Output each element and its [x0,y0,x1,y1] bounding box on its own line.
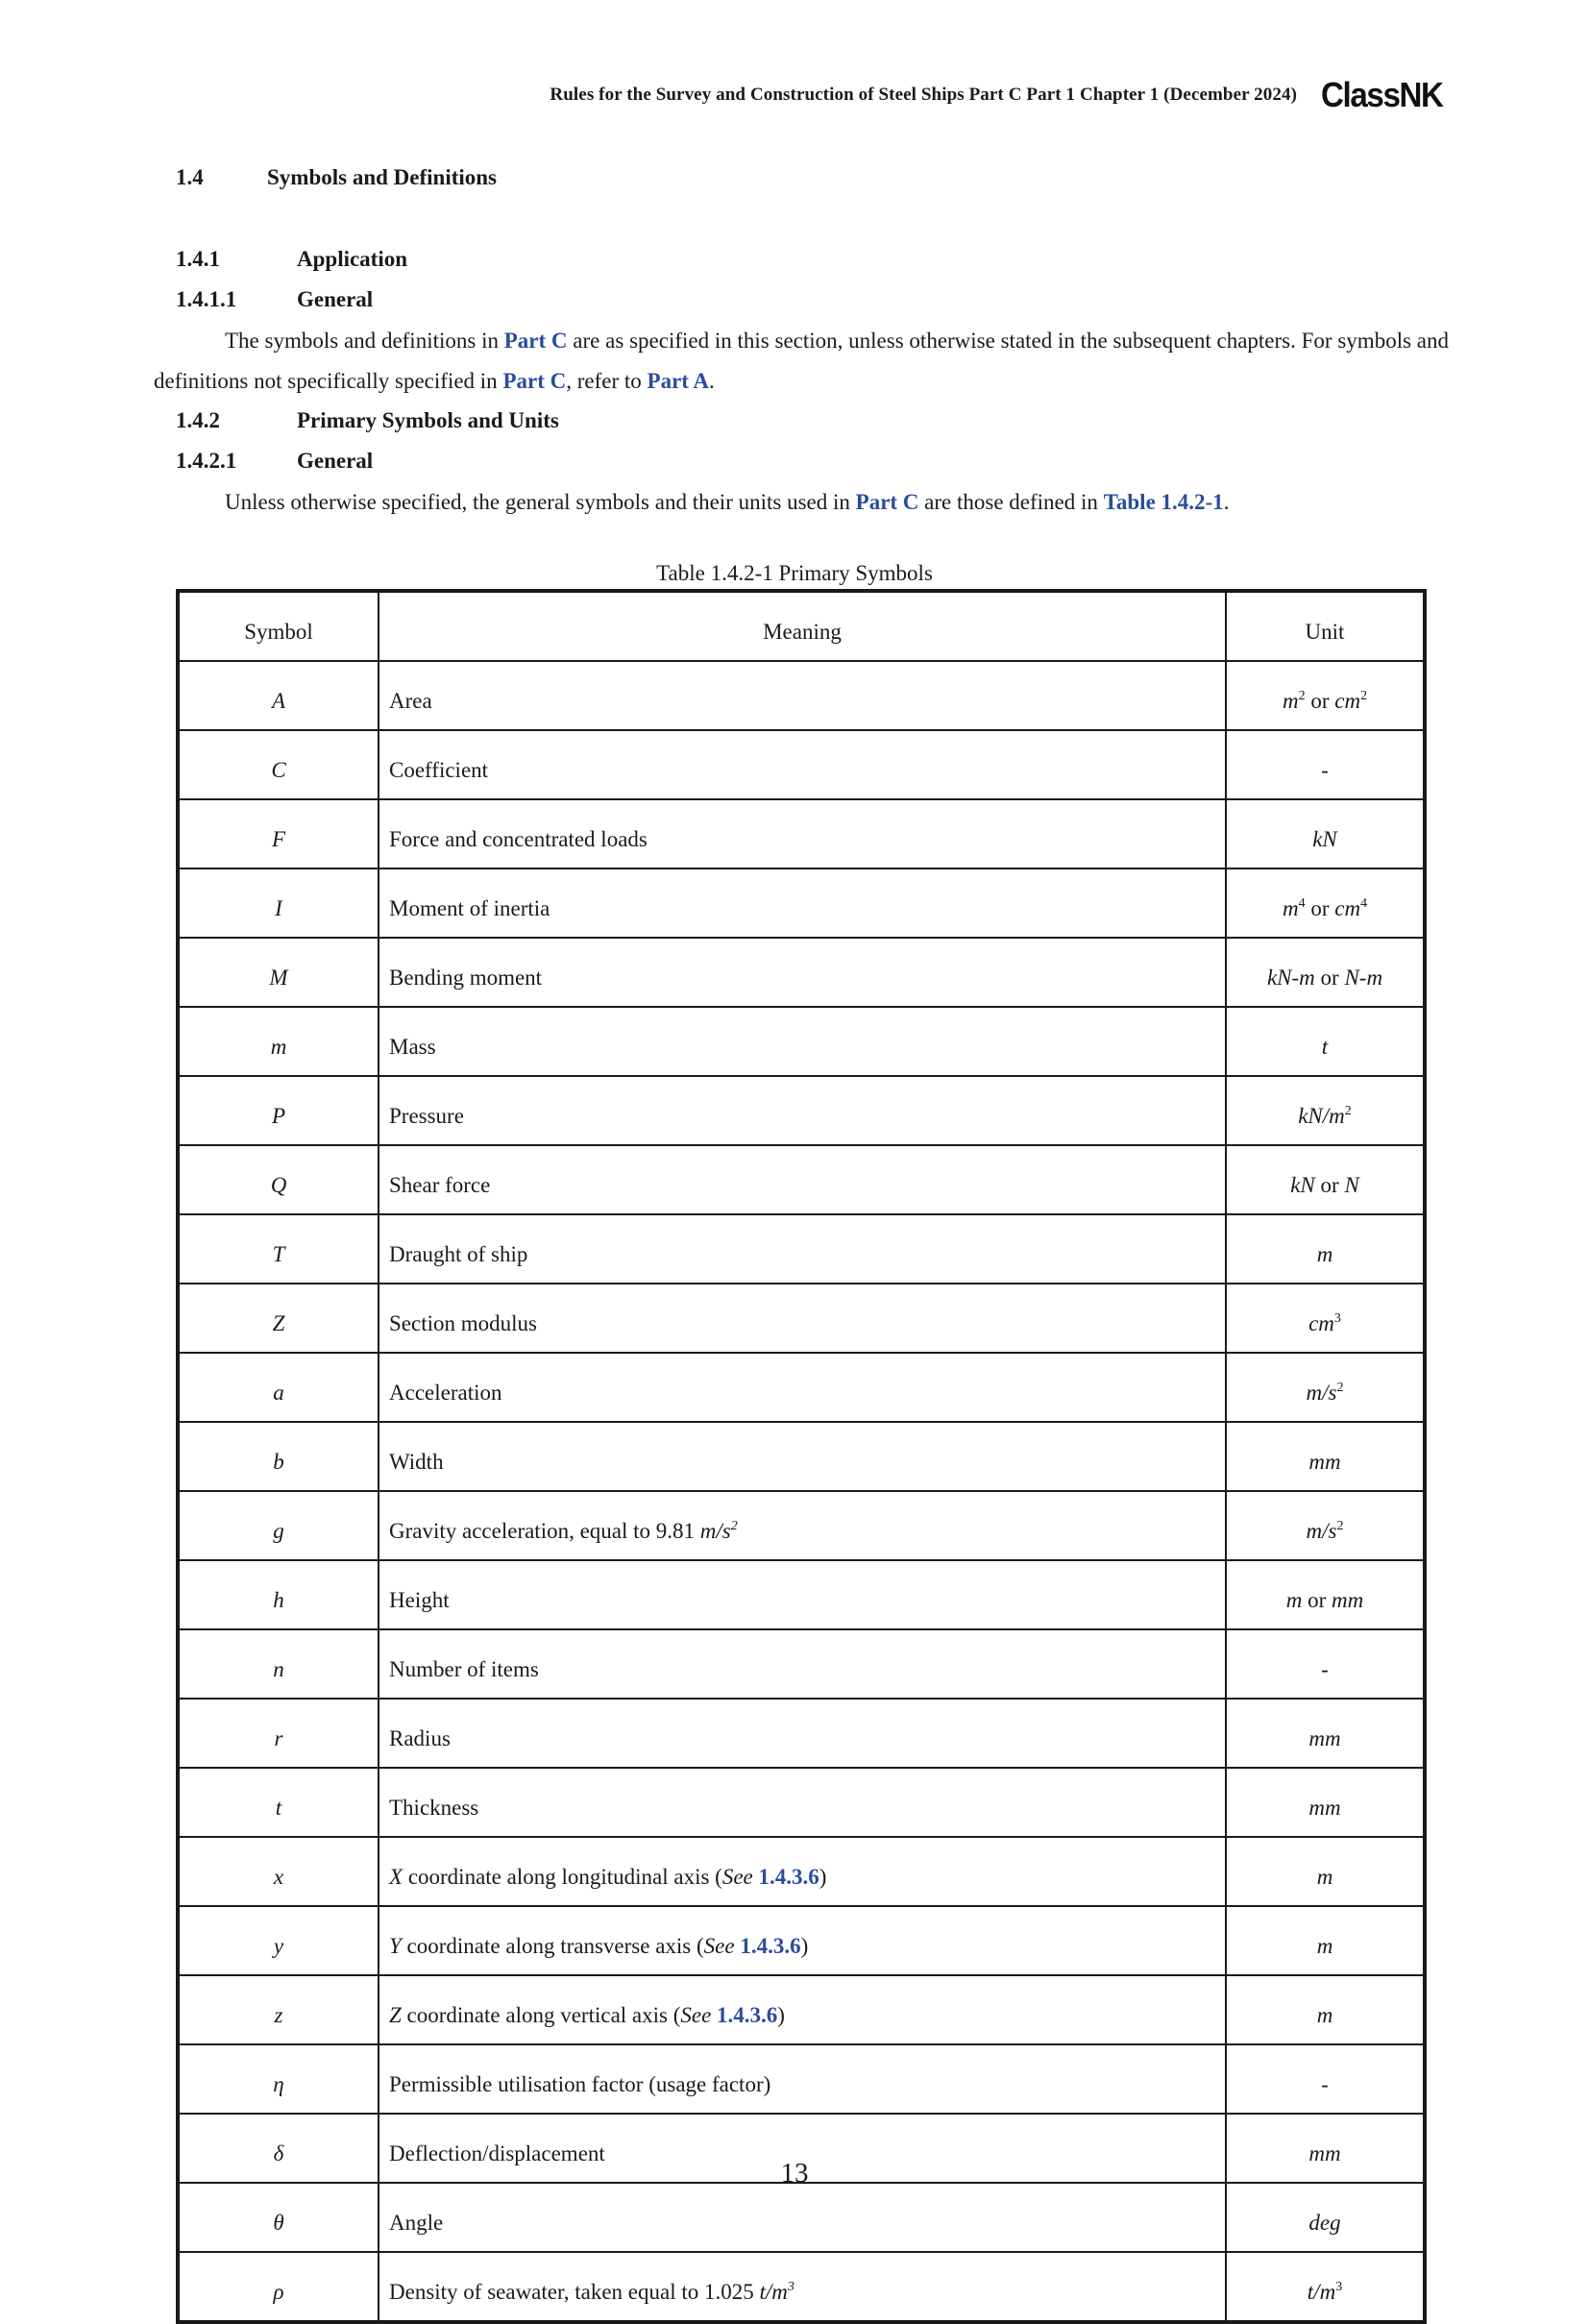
unit-cell [1226,2252,1425,2322]
unit-or: or [1305,896,1335,920]
symbol-cell: C [178,730,379,799]
meaning-text: Angle [389,2211,444,2235]
meaning-cell [379,1007,1226,1076]
meaning-text: coordinate along longitudinal axis ( [403,1865,722,1889]
unit-exponent: 2 [1344,1104,1352,1118]
meaning-text: Force and concentrated loads [389,827,648,851]
unit-cell [1226,1975,1425,2044]
paragraph-primary-symbols [225,482,1445,523]
meaning-text: Number of items [389,1657,539,1681]
unit-cell [1226,1214,1425,1284]
unit-exponent: 2 [1336,1519,1344,1533]
para-text: , refer to [566,369,648,393]
table-row [178,1145,1425,1214]
symbol-cell: y [178,1906,379,1975]
para-text: are those defined in [918,490,1104,514]
meaning-cell [379,1284,1226,1353]
meaning-cell [379,1906,1226,1975]
unit-cell [1226,1353,1425,1422]
para-text: Unless otherwise specified, the general symbols and their units used in [225,490,856,514]
unit-text: kN [1290,1173,1315,1197]
unit-cell [1226,730,1425,799]
unit-cell [1226,2183,1425,2252]
table-row [178,868,1425,938]
unit-cell [1226,1076,1425,1145]
header-meaning: Meaning [379,591,1226,661]
unit-or: or [1302,1588,1332,1612]
table-row [178,1353,1425,1422]
link-part-c[interactable]: Part C [503,329,568,353]
table-row [178,1837,1425,1906]
meaning-cell [379,1076,1226,1145]
classnk-logo: ClassNK [1321,75,1443,114]
unit-exponent: 2 [1360,689,1368,703]
symbol-cell: r [178,1699,379,1768]
subsection-title: Application [297,247,408,271]
meaning-text: Shear force [389,1173,491,1197]
meaning-axis: Y [389,1934,402,1958]
subsubsection-number: 1.4.2.1 [176,449,237,473]
table-row [178,938,1425,1007]
unit-text: mm [1332,1588,1364,1612]
para-text: . [709,369,715,393]
unit-text: t/m [1307,2280,1336,2304]
table-row [178,661,1425,730]
table-row [178,1629,1425,1699]
subsection-title: Primary Symbols and Units [297,408,559,432]
unit-cell [1226,799,1425,868]
unit-cell [1226,1145,1425,1214]
meaning-cell [379,730,1226,799]
subsubsection-title: General [297,449,374,473]
symbol-cell: A [178,661,379,730]
meaning-end: ) [777,2003,785,2027]
meaning-text: Mass [389,1035,436,1059]
symbol-cell: I [178,868,379,938]
unit-text: t [1321,1035,1329,1059]
meaning-cell [379,1560,1226,1629]
meaning-cell [379,661,1226,730]
unit-text: mm [1308,1726,1341,1750]
symbol-cell: g [178,1491,379,1560]
page-header [144,75,1443,113]
meaning-cell [379,1629,1226,1699]
symbol-cell: M [178,938,379,1007]
unit-text: deg [1308,2211,1341,2235]
symbol-cell: Z [178,1284,379,1353]
unit-cell [1226,868,1425,938]
meaning-text: Gravity acceleration, equal to 9.81 [389,1519,700,1543]
symbol-cell: δ [178,2114,379,2183]
unit-cell [1226,661,1425,730]
meaning-cell [379,938,1226,1007]
unit-cell [1226,1422,1425,1491]
unit-text: m [1316,2003,1333,2027]
unit-text: cm [1334,689,1361,713]
header-unit: Unit [1226,591,1425,661]
link-1-4-3-6[interactable]: 1.4.3.6 [758,1865,819,1889]
symbol-cell: F [178,799,379,868]
table-row [178,1975,1425,2044]
table-row [178,1906,1425,1975]
unit-text: m [1316,1242,1333,1266]
meaning-exponent: 3 [787,2280,794,2294]
unit-cell [1226,1491,1425,1560]
meaning-see: See [721,1865,753,1889]
unit-text: mm [1308,2141,1341,2165]
unit-text: m [1316,1934,1333,1958]
unit-text: mm [1308,1450,1341,1474]
unit-exponent: 4 [1298,896,1306,911]
link-part-a[interactable]: Part A [647,369,710,393]
unit-text: kN-m [1266,966,1315,990]
symbol-cell: b [178,1422,379,1491]
meaning-unit: m/s [699,1519,731,1543]
section-heading [176,165,497,190]
symbol-cell: m [178,1007,379,1076]
unit-text: cm [1334,896,1361,920]
unit-text: - [1321,2072,1329,2096]
subsection-heading-application [176,247,407,272]
unit-or: or [1314,966,1345,990]
unit-text: m [1285,1588,1303,1612]
para-text: The symbols and definitions in [225,329,504,353]
unit-text: m [1282,896,1299,920]
unit-exponent: 3 [1333,1311,1341,1326]
meaning-cell [379,1975,1226,2044]
unit-text: m [1316,1865,1333,1889]
meaning-axis: X [389,1865,403,1889]
meaning-text: Coefficient [389,758,489,782]
page-number: 13 [780,2158,809,2189]
meaning-cell [379,1422,1226,1491]
unit-text: cm [1308,1311,1334,1335]
unit-cell [1226,2044,1425,2114]
table-row [178,1491,1425,1560]
meaning-cell [379,2252,1226,2322]
meaning-cell [379,1145,1226,1214]
para-text: . [1223,490,1230,514]
table-row [178,1560,1425,1629]
meaning-cell [379,2183,1226,2252]
table-row [178,799,1425,868]
subsection-number: 1.4.1 [176,247,220,271]
paragraph-application [154,321,1449,402]
unit-cell [1226,938,1425,1007]
meaning-cell [379,2044,1226,2114]
meaning-text: Section modulus [389,1311,537,1335]
unit-or: or [1314,1173,1345,1197]
subsection-number: 1.4.2 [176,408,220,432]
unit-text: kN/m [1298,1104,1345,1128]
unit-text: m/s [1306,1519,1337,1543]
meaning-text: Moment of inertia [389,896,550,920]
table-row [178,1699,1425,1768]
unit-exponent: 2 [1336,1381,1344,1395]
meaning-see: See [703,1934,735,1958]
unit-text: m [1282,689,1299,713]
section-title: Symbols and Definitions [267,165,498,189]
unit-cell [1226,1906,1425,1975]
symbol-cell: T [178,1214,379,1284]
table-row [178,730,1425,799]
symbol-cell: ρ [178,2252,379,2322]
unit-text: - [1321,1657,1329,1681]
link-1-4-3-6[interactable]: 1.4.3.6 [740,1934,801,1958]
meaning-text: Thickness [389,1796,479,1820]
meaning-text: Radius [389,1726,451,1750]
meaning-text: coordinate along transverse axis ( [401,1934,704,1958]
meaning-text: Deflection/displacement [389,2141,605,2165]
symbol-cell: θ [178,2183,379,2252]
table-row [178,2183,1425,2252]
meaning-text: Width [389,1450,444,1474]
meaning-text: Pressure [389,1104,464,1128]
meaning-end: ) [819,1865,827,1889]
table-row [178,1007,1425,1076]
unit-text: N [1344,1173,1359,1197]
meaning-see: See [680,2003,712,2027]
unit-cell [1226,1560,1425,1629]
meaning-unit: t/m [759,2280,788,2304]
subsubsection-title: General [297,287,374,311]
symbol-cell: t [178,1768,379,1837]
unit-exponent: 2 [1298,689,1306,703]
meaning-cell [379,868,1226,938]
unit-cell [1226,1284,1425,1353]
table-row [178,2252,1425,2322]
symbol-cell: η [178,2044,379,2114]
symbol-cell: P [178,1076,379,1145]
symbol-cell: a [178,1353,379,1422]
unit-text: mm [1308,1796,1341,1820]
meaning-cell [379,799,1226,868]
link-part-c[interactable]: Part C [855,490,919,514]
unit-cell [1226,1837,1425,1906]
meaning-text: Bending moment [389,966,543,990]
meaning-cell [379,1491,1226,1560]
unit-cell [1226,1699,1425,1768]
header-title: Rules for the Survey and Construction of Steel Ships Part C Part 1 Chapter 1 (December 2024) [550,85,1297,105]
subsubsection-heading-general-1 [176,287,373,312]
meaning-exponent: 2 [730,1519,738,1533]
subsection-heading-primary-symbols [176,408,559,433]
link-table-1-4-2-1[interactable]: Table 1.4.2-1 [1103,490,1224,514]
table-row [178,2044,1425,2114]
unit-text: m/s [1306,1381,1337,1405]
link-part-c[interactable]: Part C [502,369,567,393]
unit-text: kN [1312,827,1337,851]
meaning-text: coordinate along vertical axis ( [401,2003,681,2027]
unit-exponent: 3 [1335,2280,1343,2294]
meaning-text: Acceleration [389,1381,502,1405]
link-1-4-3-6[interactable]: 1.4.3.6 [717,2003,778,2027]
unit-cell [1226,1629,1425,1699]
meaning-text: Permissible utilisation factor (usage factor) [389,2072,771,2096]
unit-cell [1226,1768,1425,1837]
meaning-text: Area [389,689,432,713]
meaning-text: Height [389,1588,450,1612]
table-row [178,1768,1425,1837]
unit-cell [1226,1007,1425,1076]
unit-text: - [1321,758,1329,782]
symbol-cell: Q [178,1145,379,1214]
meaning-end: ) [800,1934,809,1958]
symbol-cell: n [178,1629,379,1699]
table-row [178,1284,1425,1353]
unit-or: or [1305,689,1335,713]
table-caption: Table 1.4.2-1 Primary Symbols [656,561,933,585]
meaning-cell [379,1699,1226,1768]
header-symbol: Symbol [178,591,379,661]
table-row [178,1214,1425,1284]
meaning-cell [379,1353,1226,1422]
unit-exponent: 4 [1360,896,1368,911]
para-text: are as specified in this section, unless otherwise stated in the subsequent chapters. For symbols and definitions not specifically specified in [154,329,1450,393]
meaning-axis: Z [389,2003,402,2027]
primary-symbols-table [176,589,1427,2324]
symbol-cell: h [178,1560,379,1629]
meaning-cell [379,1768,1226,1837]
table-header-row [178,591,1425,661]
symbol-cell: z [178,1975,379,2044]
table-row [178,1422,1425,1491]
meaning-text: Draught of ship [389,1242,528,1266]
symbol-cell: x [178,1837,379,1906]
meaning-text: Density of seawater, taken equal to 1.025 [389,2280,760,2304]
section-number: 1.4 [176,165,204,189]
subsubsection-number: 1.4.1.1 [176,287,237,311]
meaning-cell [379,1837,1226,1906]
table-row [178,1076,1425,1145]
unit-text: N-m [1344,966,1383,990]
subsubsection-heading-general-2 [176,449,373,474]
meaning-cell [379,1214,1226,1284]
